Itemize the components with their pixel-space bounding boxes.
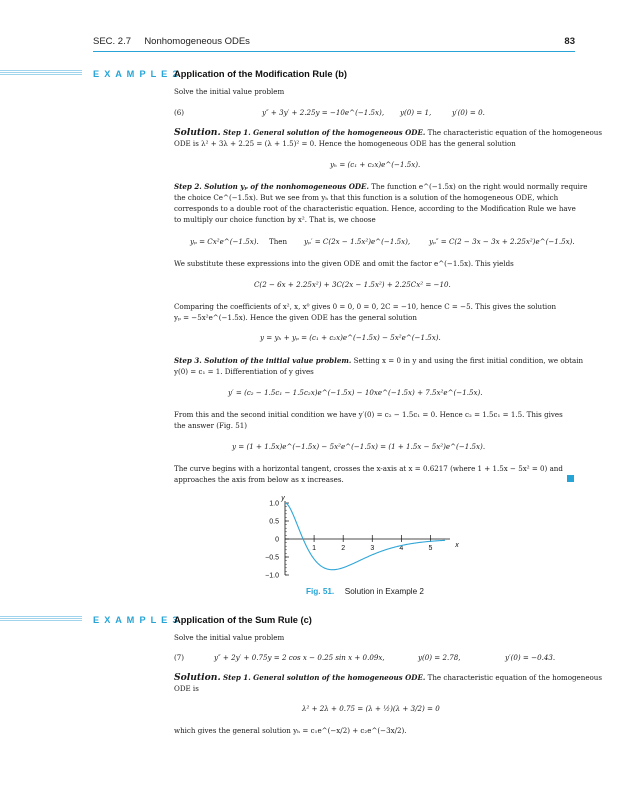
figure-caption xyxy=(306,587,424,596)
from-text-1: From this and the second initial condition we have y′(0) = c₂ − 1.5c₁ = 0. Hence c₂ = 1.5c₁ = 1.5. This gives xyxy=(174,410,563,419)
example-marker-bar xyxy=(0,70,82,75)
ex3-step1-line xyxy=(174,673,602,683)
x-tick-label: 1 xyxy=(312,545,317,552)
initial-condition-3a: y(0) = 2.78, xyxy=(418,653,461,662)
step2-text-4: to multiply our choice function by x². That is, we choose xyxy=(174,215,376,224)
substitution-eq: C(2 − 6x + 2.25x²) + 3C(2x − 1.5x²) + 2.25Cx² = −10. xyxy=(254,280,451,289)
ex3-gives-text: which gives the general solution yₕ = c₁e^(−x/2) + c₂e^(−3x/2). xyxy=(174,726,407,735)
curve-text-2: approaches the axis from below as x increases. xyxy=(174,475,344,484)
figure-label: Fig. 51. xyxy=(306,587,335,596)
then-word: Then xyxy=(269,237,288,246)
ode-equation-3: y″ + 2y′ + 0.75y = 2 cos x − 0.25 sin x + 0.09x, xyxy=(214,653,385,662)
derivative-eq: y′ = (c₂ − 1.5c₁ − 1.5c₂x)e^(−1.5x) − 10xe^(−1.5x) + 7.5x²e^(−1.5x). xyxy=(228,388,483,397)
initial-condition-2: y′(0) = 0. xyxy=(452,108,485,117)
y-tick-label: 0.5 xyxy=(269,518,279,526)
step2-text: The function e^(−1.5x) on the right would normally require xyxy=(371,182,588,191)
step1-line xyxy=(174,128,602,138)
step1-text-2: ODE is λ² + 3λ + 2.25 = (λ + 1.5)² = 0. Hence the homogeneous ODE has the general solution xyxy=(174,139,516,148)
compare-text-2: yₚ = −5x²e^(−1.5x). Hence the given ODE has the general solution xyxy=(174,313,417,322)
step3-title: Step 3. Solution of the initial value problem. xyxy=(174,356,352,365)
homogeneous-solution-eq: yₕ = (c₁ + c₂x)e^(−1.5x). xyxy=(330,160,421,169)
example-2-intro: Solve the initial value problem xyxy=(174,87,285,96)
header-rule xyxy=(93,51,575,52)
equation-number-6: (6) xyxy=(174,108,185,117)
x-axis-label: x xyxy=(455,542,459,549)
step2-text-3: corresponds to a double root of the characteristic equation. Hence, according to the Modification Rule we have xyxy=(174,204,576,213)
x-tick-label: 5 xyxy=(428,545,433,552)
plot-ticks xyxy=(265,501,432,580)
solution-plot xyxy=(250,495,480,585)
general-solution-eq: y = yₕ + yₚ = (c₁ + c₂x)e^(−1.5x) − 5x²e^(−1.5x). xyxy=(260,333,441,342)
step3-text: Setting x = 0 in y and using the first initial condition, we obtain xyxy=(353,356,584,365)
yp-prime-eq: yₚ′ = C(2x − 1.5x²)e^(−1.5x), xyxy=(304,237,411,246)
characteristic-eq-3: λ² + 2λ + 0.75 = (λ + ½)(λ + 3/2) = 0 xyxy=(302,704,440,713)
step1-title: Step 1. General solution of the homogeneous ODE. xyxy=(222,128,426,137)
y-tick-label: −0.5 xyxy=(265,554,279,562)
example-marker-bar xyxy=(0,616,82,621)
figure-caption-text: Solution in Example 2 xyxy=(344,587,424,596)
x-tick-label: 4 xyxy=(399,545,404,552)
solution-curve xyxy=(285,503,445,570)
step3-text-2: y(0) = c₁ = 1. Differentiation of y gives xyxy=(174,367,314,376)
y-tick-label: −1.0 xyxy=(265,572,279,580)
x-tick-label: 2 xyxy=(341,545,346,552)
running-header xyxy=(93,36,250,47)
plot-series xyxy=(285,503,445,570)
ode-equation: y″ + 3y′ + 2.25y = −10e^(−1.5x), xyxy=(262,108,385,117)
yp-second-eq: yₚ″ = C(2 − 3x − 3x + 2.25x²)e^(−1.5x). xyxy=(429,237,575,246)
y-tick-label: 1.0 xyxy=(269,500,279,508)
step1-text: The characteristic equation of the homogeneous xyxy=(427,128,603,137)
section-title: Nonhomogeneous ODEs xyxy=(144,36,250,47)
example-2-title: Application of the Modification Rule (b) xyxy=(174,69,348,79)
example-3-intro: Solve the initial value problem xyxy=(174,633,285,642)
y-tick-label: 0 xyxy=(275,536,279,544)
substitute-text: We substitute these expressions into the given ODE and omit the factor e^(−1.5x). This yields xyxy=(174,259,514,268)
compare-text-1: Comparing the coefficients of x², x, x⁰ gives 0 = 0, 0 = 0, 2C = −10, hence C = −5. This gives the solution xyxy=(174,302,557,311)
yp-choice-eq: yₚ = Cx²e^(−1.5x). xyxy=(190,237,259,246)
example-3-label: E X A M P L E 3 xyxy=(93,615,179,625)
ex3-step1-text-2: ODE is xyxy=(174,684,199,693)
step3-line xyxy=(174,356,583,366)
example-2-label: E X A M P L E 2 xyxy=(93,69,179,79)
section-number: SEC. 2.7 xyxy=(93,36,132,47)
plot-axes xyxy=(280,495,459,575)
step2-title: Step 2. Solution yₚ of the nonhomogeneous ODE. xyxy=(174,182,369,191)
example-3-title: Application of the Sum Rule (c) xyxy=(174,615,312,625)
answer-eq: y = (1 + 1.5x)e^(−1.5x) − 5x²e^(−1.5x) = (1 + 1.5x − 5x²)e^(−1.5x). xyxy=(232,442,486,451)
curve-text-1: The curve begins with a horizontal tangent, crosses the x-axis at x = 0.6217 (where 1 + 1.5x − 5x² = 0) and xyxy=(174,464,563,473)
from-text-2: the answer (Fig. 51) xyxy=(174,421,248,430)
ex3-step1-text: The characteristic equation of the homogeneous xyxy=(427,673,603,682)
y-axis-label: y xyxy=(281,495,285,502)
x-tick-label: 3 xyxy=(370,545,375,552)
solution-word: Solution. xyxy=(174,127,221,138)
equation-number-7: (7) xyxy=(174,653,185,662)
ex3-step1-title: Step 1. General solution of the homogeneous ODE. xyxy=(222,673,426,682)
end-of-example-marker xyxy=(567,475,574,482)
page-number: 83 xyxy=(564,36,575,47)
solution-word-3: Solution. xyxy=(174,672,221,683)
step2-text-2: the choice Ce^(−1.5x). But we see from yₕ that this function is a solution of the homogeneous ODE, which xyxy=(174,193,559,202)
step2-line xyxy=(174,182,587,192)
initial-condition-3b: y′(0) = −0.43. xyxy=(505,653,556,662)
initial-condition-1: y(0) = 1, xyxy=(400,108,432,117)
